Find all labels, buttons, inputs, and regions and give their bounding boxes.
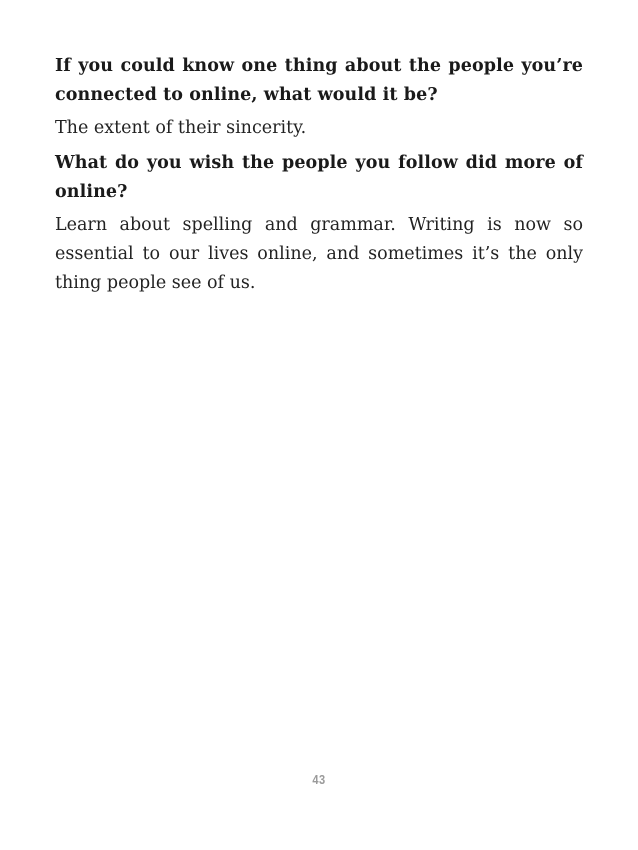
page-body: [55, 52, 583, 304]
question-text: What do you wish the people you follow did more of online?: [55, 153, 583, 202]
answer-text: Learn about spelling and grammar. Writing is now so essential to our lives online, and sometimes it’s the only thing people see of us.: [55, 215, 583, 293]
answer-text: The extent of their sincerity.: [55, 118, 307, 138]
page-number: 43: [312, 772, 326, 787]
qa-item-2: [55, 149, 583, 298]
question-text: If you could know one thing about the people you’re connected to online, what would it be?: [55, 56, 583, 105]
qa-item-1: [55, 52, 583, 143]
